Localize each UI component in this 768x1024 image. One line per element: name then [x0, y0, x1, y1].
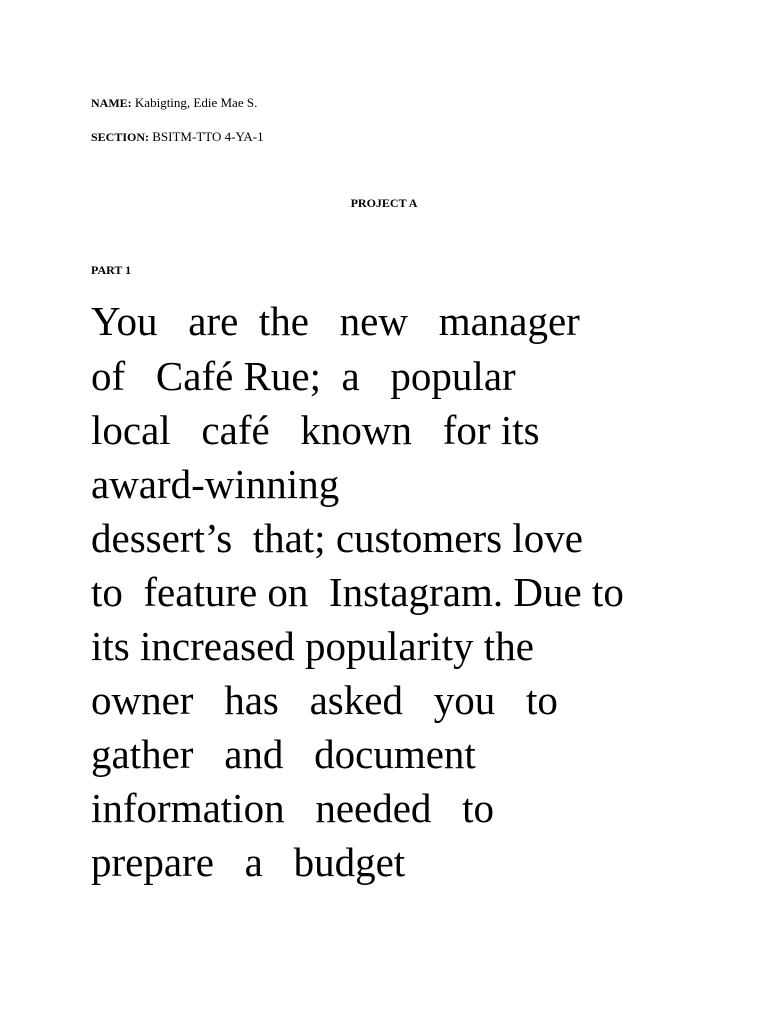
section-value: BSITM-TTO 4-YA-1: [149, 129, 264, 144]
body-line: owner has asked you to: [91, 677, 558, 723]
section-label: SECTION:: [91, 130, 150, 144]
section-field: [91, 129, 264, 145]
body-line: information needed to: [91, 785, 495, 831]
name-field: [91, 95, 257, 111]
body-line: its increased popularity the: [91, 623, 534, 669]
name-label: NAME:: [91, 96, 132, 110]
body-line: prepare a budget: [91, 839, 406, 885]
body-line: award-winning: [91, 461, 340, 507]
body-line: local café known for its: [91, 407, 540, 453]
body-line: dessert’s that; customers love: [91, 515, 583, 561]
body-line: You are the new manager: [91, 298, 580, 344]
part-label: PART 1: [91, 263, 132, 277]
body-line: of Café Rue; a popular: [91, 353, 516, 399]
body-line: to feature on Instagram. Due to: [91, 569, 624, 615]
name-value: Kabigting, Edie Mae S.: [131, 95, 258, 110]
project-title: PROJECT A: [350, 196, 418, 210]
body-line: gather and document: [91, 731, 476, 777]
